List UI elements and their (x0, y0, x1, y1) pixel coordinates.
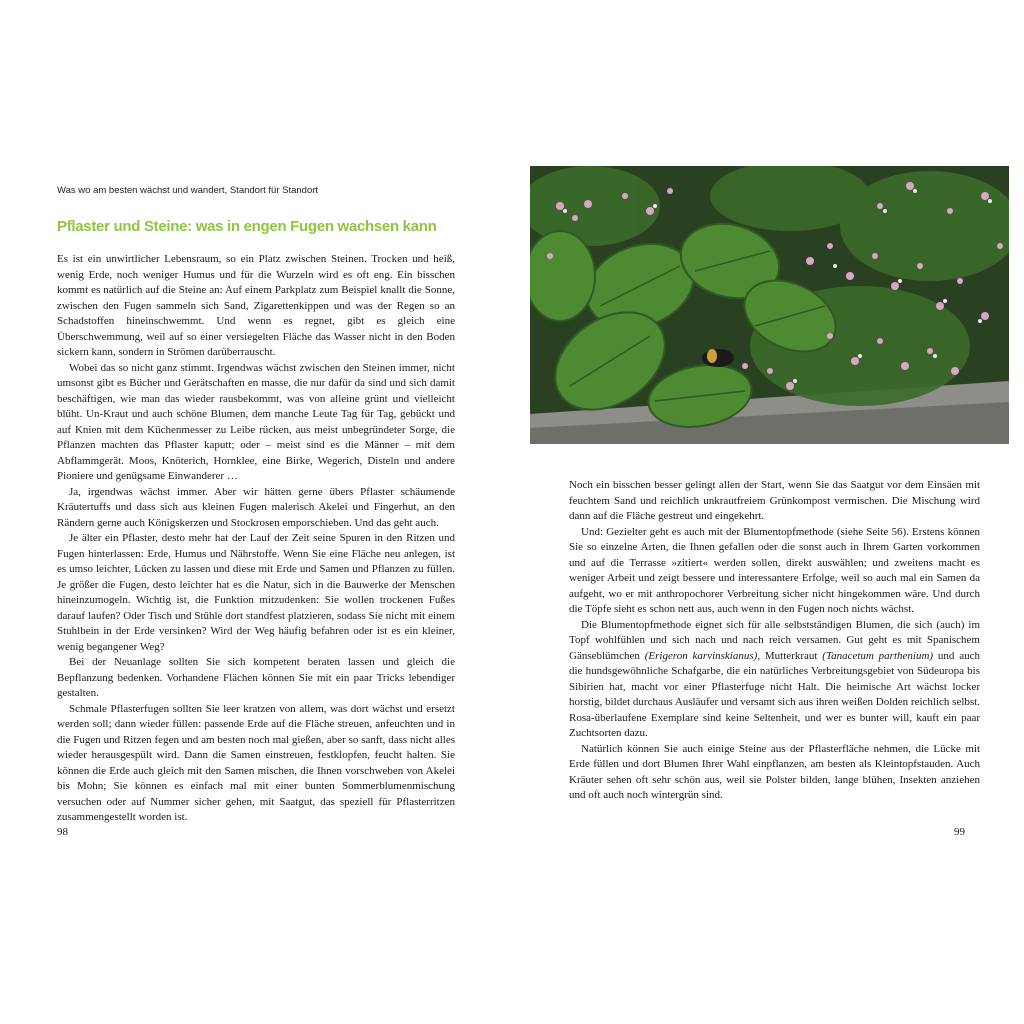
species-name: (Tanacetum parthenium) (822, 649, 934, 662)
paragraph: Bei der Neuanlage sollten Sie sich kompetent beraten lassen und gleich die Bepflanzung bedenken. Vorhandene Flächen können Sie mit ein paar Tricks lebendiger gestalten. (57, 656, 455, 699)
paragraph: Noch ein bisschen besser gelingt allen der Start, wenn Sie das Saatgut vor dem Einsäen mit feuchtem Sand und reichlich unkrautfreiem Grünkompost vermischen. Die Mischung wird dann auf die Fläche gestreut und eingekehrt. (569, 479, 980, 522)
running-head: Was wo am besten wächst und wandert, Standort für Standort (57, 185, 319, 196)
right-body-text (569, 478, 980, 804)
paragraph: Je älter ein Pflaster, desto mehr hat der Lauf der Zeit seine Spuren in den Ritzen und Fugen hinterlassen: Erde, Humus und Nährstoffe. Wenn Sie eine Fläche neu anlegen, ist es umso leichter, Lücken zu lassen und diese mit Erde und Samen und Pflanzen zu füllen. Je größer die Fugen, desto leichter hat es die Natur, sich in die Bauwerke der Menschen hineinzumogeln. Wichtig ist, die Funktion mitzudenken: Sie wollen trockenen Fußes darauf laufen? Oder Tisch und Stühle dort standfest platzieren, sodass Sie nicht mit einem Stuhlbein in der Erde versinken? Wird der Weg häufig befahren oder ist es ein kleiner, wenig begangener Weg? (57, 532, 455, 653)
page-number: 99 (954, 826, 965, 838)
paragraph (569, 618, 980, 742)
species-name: (Erigeron karvinskianus) (644, 649, 758, 662)
text-run: Die Blumentopfmethode eignet sich für alle selbstständigen Blumen, die sich (auch) im Topf wohlfühlen und sich nach und nach reich versamen. Gut geht es mit Spanischem Gänseblümchen (569, 618, 980, 662)
left-body-text (57, 252, 455, 826)
paragraph: Natürlich können Sie auch einige Steine aus der Pflasterfläche nehmen, die Lücke mit Erde füllen und dort Blumen Ihrer Wahl einpflanzen, am besten als Kleintopfstauden. Auch Kräuter sehen oft sehr schön aus, weil sie Polster bilden, lange blühen, Insekten anziehen und oft auch noch wintergrün sind. (569, 742, 980, 801)
page-number: 98 (57, 826, 68, 838)
text-run: , Mutterkraut (757, 649, 823, 662)
paragraph: Es ist ein unwirtlicher Lebensraum, so ein Platz zwischen Steinen. Trocken und heiß, wenig Erde, noch weniger Humus und für die Wurzeln wird es oft eng. Ein bisschen kommt es natürlich auf die Steine an: Auf einem Parkplatz zum Beispiel knallt die Sonne, zwischen den Fugen sammeln sich Sand, Zigarettenkippen und was der Regen so an Schadstoffen hineinschwemmt. Und wenn es regnet, gibt es gleich eine Überschwemmung, weil auf so einer versiegelten Fläche das Wasser nicht in den Boden sickern kann, sondern in Strömen darüberrauscht. (57, 253, 455, 358)
paragraph: Wobei das so nicht ganz stimmt. Irgendwas wächst zwischen den Steinen immer, nicht umsonst gibt es Bücher und Gerätschaften en masse, die nur dafür da sind und sich damit beschäftigen, wie man das wieder rausbekommt, was von alleine grünt und vielleicht blüht. Un-Kraut und auch schöne Blumen, dem manche Leute Tag für Tag, gebückt und auf Knien mit dem Küchenmesser zu Leibe rücken, aus meist unbegründeter Sorge, die Pflanzen machten das Pflaster kaputt; oder – meist sind es die Männer – mit dem Abflammgerät. Moos, Knöterich, Hornklee, eine Birke, Wegerich, Disteln und andere Pioniere und genügsame Einwanderer … (57, 361, 455, 482)
plant-photo (530, 166, 1009, 444)
chapter-title: Pflaster und Steine: was in engen Fugen wachsen kann (57, 218, 437, 235)
right-page (512, 0, 1024, 1024)
paragraph: Und: Gezielter geht es auch mit der Blumentopfmethode (siehe Seite 56). Erstens können Sie so einzelne Arten, die Ihnen gefallen oder die sonst auch in Ihrem Garten vorkommen und auf die Terrasse »zitiert« werden sollen, direkt auswählen; und zweitens macht es weniger Arbeit und zeigt bessere und interessantere Erfolge, weil so auch mal ein Samen da aufgeht, wo er mit anthropochorer Verbreitung sicher nicht hingekommen wäre. Und durch die Töpfe sieht es schon nett aus, auch wenn in den Fugen noch nichts wächst. (569, 525, 980, 615)
paragraph: Schmale Pflasterfugen sollten Sie leer kratzen von allem, was dort wächst und ersetzt werden soll; dann wieder füllen: passende Erde auf die Fläche streuen, anfeuchten und in die Fugen und Ritzen fegen und am besten noch mal gießen, aber so sanft, dass nicht alles wieder herausgespült wird. Dann die Samen einstreuen, festklopfen, feucht halten. Sie können die Erde auch gleich mit den Samen mischen, die Ihnen vorschweben von Akelei bis Mohn; Sie können es einfach mal mit einer bunten Sommerblumenmischung versuchen oder auf Nummer sicher gehen, mit Saatgut, das speziell für Pflasterritzen zusammengestellt worden ist. (57, 702, 455, 823)
text-run: und auch die hundsgewöhnliche Schafgarbe, die ein natürliches Verbreitungsgebiet von Südeuropa bis Sibirien hat, macht vor einer Pflasterfuge nicht Halt. Die heimische Art wächst locker horstig, bildet durchaus Ausläufer und versamt sich aus ihren weißen Dolden reichlich selbst. Rosa-überlaufene Exemplare sind keine Seltenheit, und wer es bunter will, kauft ein paar Zuchtsorten dazu. (569, 649, 981, 739)
paragraph: Ja, irgendwas wächst immer. Aber wir hätten gerne übers Pflaster schäumende Kräutertuffs und dass sich aus kleinen Fugen malerisch Akelei und Fingerhut, an den Rändern gerne auch Königskerzen und Stockrosen emporschieben. Und das geht auch. (57, 485, 455, 529)
